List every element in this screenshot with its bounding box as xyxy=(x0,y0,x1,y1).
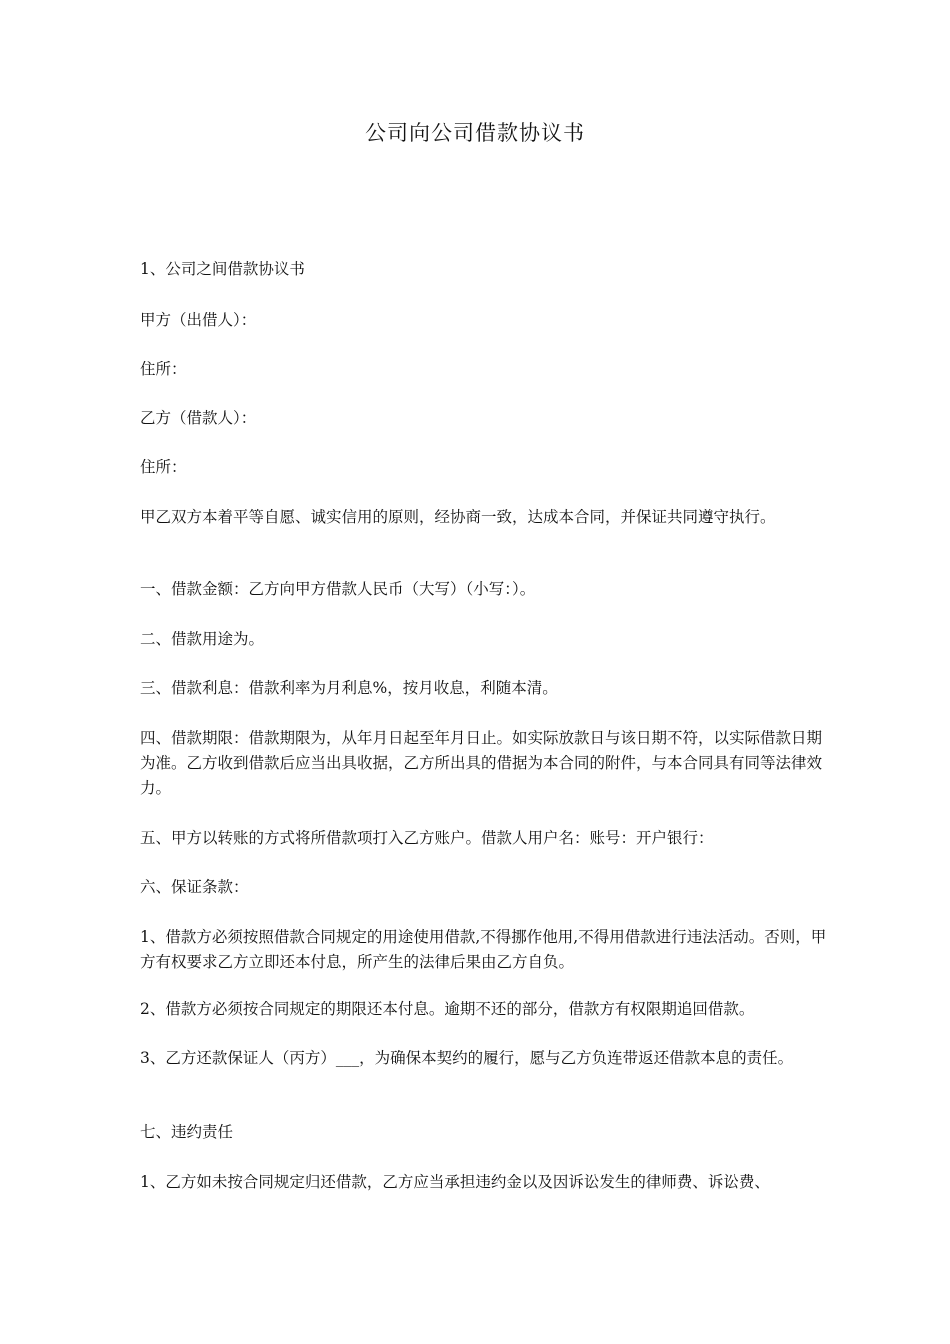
document-title: 公司向公司借款协议书 xyxy=(365,121,585,145)
paragraph-clause-7-heading: 七、违约责任 xyxy=(140,1123,234,1141)
paragraph-clause-3-interest: 三、借款利息：借款利率为月利息%，按月收息，利随本清。 xyxy=(140,679,558,697)
paragraph-party-a-address: 住所： xyxy=(140,360,187,378)
paragraph-preamble: 甲乙双方本着平等自愿、诚实信用的原则，经协商一致，达成本合同，并保证共同遵守执行。 xyxy=(140,508,776,526)
paragraph-section-heading: 1、公司之间借款协议书 xyxy=(140,260,305,278)
paragraph-clause-7-item-1: 1、乙方如未按合同规定归还借款，乙方应当承担违约金以及因诉讼发生的律师费、诉讼费、 xyxy=(140,1173,770,1191)
paragraph-clause-5-transfer: 五、甲方以转账的方式将所借款项打入乙方账户。借款人用户名：账号：开户银行： xyxy=(140,829,714,847)
paragraph-party-b-address: 住所： xyxy=(140,458,187,476)
paragraph-clause-2-purpose: 二、借款用途为。 xyxy=(140,630,265,648)
paragraph-clause-4-term: 四、借款期限：借款期限为，从年月日起至年月日止。如实际放款日与该日期不符，以实际借款日期为准。乙方收到借款后应当出具收据，乙方所出具的借据为本合同的附件，与本合同具有同等法律效力。 xyxy=(140,729,823,797)
paragraph-clause-6-item-3: 3、乙方还款保证人（丙方）___，为确保本契约的履行，愿与乙方负连带返还借款本息的责任。 xyxy=(140,1049,794,1067)
paragraph-party-a: 甲方（出借人）： xyxy=(140,311,257,329)
paragraph-clause-6-heading: 六、保证条款： xyxy=(140,878,249,896)
paragraph-clause-6-item-2: 2、借款方必须按合同规定的期限还本付息。逾期不还的部分，借款方有权限期追回借款。 xyxy=(140,1000,755,1018)
paragraph-clause-1-amount: 一、借款金额：乙方向甲方借款人民币（大写）（小写：）。 xyxy=(140,580,536,598)
paragraph-party-b: 乙方（借款人）： xyxy=(140,409,257,427)
paragraph-clause-6-item-1: 1、借款方必须按照借款合同规定的用途使用借款,不得挪作他用,不得用借款进行违法活动。否则，甲方有权要求乙方立即还本付息，所产生的法律后果由乙方自负。 xyxy=(140,928,827,971)
